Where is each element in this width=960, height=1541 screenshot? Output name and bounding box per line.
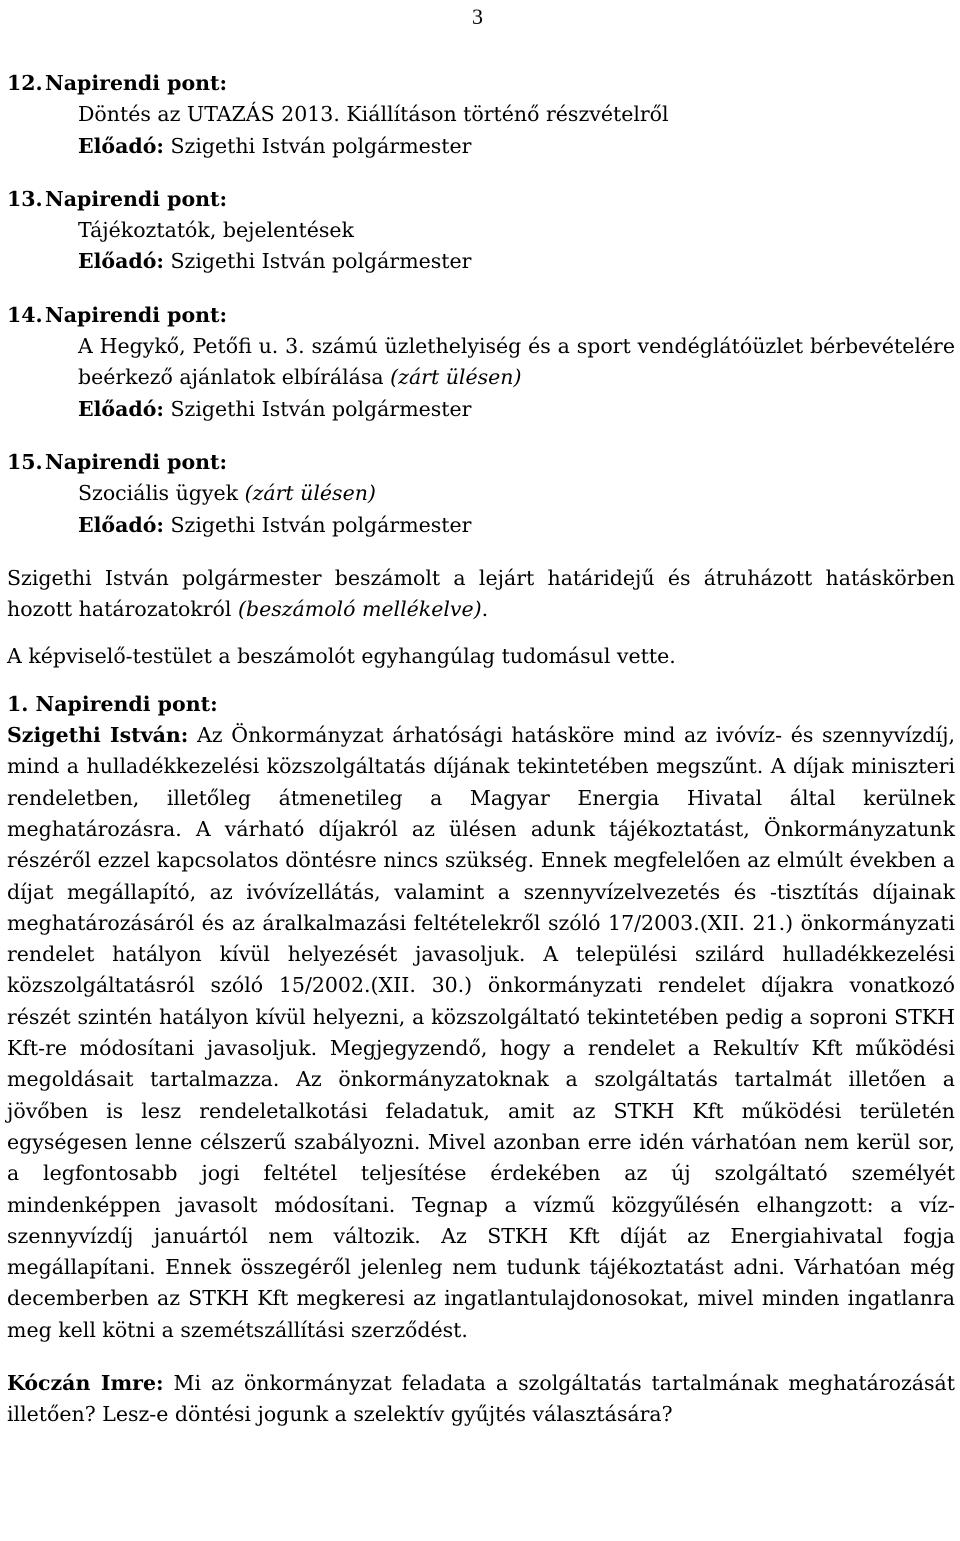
agenda-title-text: A Hegykő, Petőfi u. 3. számú üzlethelyiség és a sport vendéglátóüzlet bérbevételére beérkező ajánlatok elbírálása bbox=[78, 334, 955, 390]
report-note: (beszámoló mellékelve) bbox=[237, 597, 482, 622]
presenter-label: Előadó: bbox=[78, 396, 164, 421]
agenda-number: 14. bbox=[7, 302, 43, 327]
agenda-presenter bbox=[7, 510, 955, 541]
presenter-name: Szigethi István polgármester bbox=[170, 396, 472, 421]
presenter-name: Szigethi István polgármester bbox=[170, 249, 472, 274]
agenda-title-note: (zárt ülésen) bbox=[244, 481, 376, 506]
agenda-label: Napirendi pont: bbox=[45, 71, 228, 95]
speaker-text: Mi az önkormányzat feladata a szolgáltatás tartalmának meghatározását illetően? Lesz-e döntési jogunk a szelektív gyűjtés választására? bbox=[7, 1370, 955, 1427]
speaker-name: Kóczán Imre: bbox=[7, 1370, 164, 1395]
agenda-heading bbox=[7, 184, 955, 215]
presenter-label: Előadó: bbox=[78, 249, 164, 274]
agenda-heading bbox=[7, 68, 955, 99]
item1-heading: 1. Napirendi pont: bbox=[7, 691, 218, 716]
speaker-name: Szigethi István: bbox=[7, 723, 189, 748]
agenda-item-14 bbox=[7, 300, 955, 425]
agenda-presenter bbox=[7, 131, 955, 162]
presenter-label: Előadó: bbox=[78, 512, 164, 537]
agenda-title-text: Szociális ügyek bbox=[78, 481, 239, 506]
agenda-heading bbox=[7, 300, 955, 331]
agenda-number: 12. bbox=[7, 71, 43, 95]
presenter-name: Szigethi István polgármester bbox=[170, 133, 472, 158]
report-paragraph bbox=[7, 563, 955, 626]
agenda-label: Napirendi pont: bbox=[45, 449, 228, 474]
agenda-number: 15. bbox=[7, 449, 43, 474]
presenter-label: Előadó: bbox=[78, 133, 164, 158]
agenda-title: Tájékoztatók, bejelentések bbox=[78, 218, 354, 243]
agenda-presenter bbox=[7, 246, 955, 277]
agenda-number: 13. bbox=[7, 186, 43, 211]
agenda-title: Döntés az UTAZÁS 2013. Kiállításon történő részvételről bbox=[78, 102, 669, 127]
agenda-title-note: (zárt ülésen) bbox=[390, 365, 522, 390]
agenda-presenter bbox=[7, 394, 955, 425]
page-number: 3 bbox=[472, 4, 483, 29]
agenda-heading bbox=[7, 447, 955, 478]
agenda-title bbox=[7, 331, 955, 394]
presenter-name: Szigethi István polgármester bbox=[170, 512, 472, 537]
agenda-item-12 bbox=[7, 68, 955, 162]
agenda-label: Napirendi pont: bbox=[45, 302, 228, 327]
document-body bbox=[7, 68, 955, 1431]
report-note-end: . bbox=[481, 597, 489, 622]
speaker-text: Az Önkormányzat árhatósági hatásköre mind az ivóvíz- és szennyvízdíj, mind a hulladékkezelési közszolgáltatás díjának tekintetében megszűnt. A díjak miniszteri rendeletben, illetőleg átmenetileg a Magyar Energia Hivatal által kerülnek meghatározásra. A várható díjakról az ülésen adunk tájékoztatást, Önkormányzatunk részéről ezzel kapcsolatos döntésre nincs szükség. Ennek megfelelően az elmúlt években a díjat megállapító, az ivóvízellátás, valamint a szennyvízelvezetés és -tisztítás díjainak meghatározásáról és az áralkalmazási feltételekről szóló 17/2003.(XII. 21.) önkormányzati rendelet hatályon kívül helyezését javasoljuk. A települési szilárd hulladékkezelési közszolgáltatásról szóló 15/2002.(XII. 30.) önkormányzati rendelet díjakra vonatkozó részét szintén hatályon kívül helyezni, a közszolgáltató tekintetében pedig a soproni STKH Kft-re módosítani javasoljuk. Megjegyzendő, hogy a rendelet a Rekultív Kft működési megoldásait tartalmazza. Az önkormányzatoknak a szolgáltatás tartalmát illetően a jövőben is lesz rendeletalkotási feladatuk, amit az STKH Kft működési területén egységesen lenne célszerű szabályozni. Mivel azonban erre idén várhatóan nem kerül sor, a legfontosabb jogi feltétel teljesítése érdekében az új szolgáltató személyét mindenképpen javasolt módosítani. Tegnap a vízmű közgyűlésén elhangzott: a víz-szennyvízdíj januártól nem változik. Az STKH Kft díját az Energiahivatal fogja megállapítani. Ennek összegéről jelenleg nem tudunk tájékoztatást adni. Várhatóan még decemberben az STKH Kft megkeresi az ingatlantulajdonosokat, mivel minden ingatlanra meg kell kötni a szemétszállítási szerződést. bbox=[7, 723, 955, 1342]
koczan-paragraph bbox=[7, 1368, 955, 1431]
report-text: Szigethi István polgármester beszámolt a lejárt határidejű és átruházott hatáskörben hozott határozatokról bbox=[7, 565, 955, 622]
item1-paragraph bbox=[7, 720, 955, 1346]
agenda-label: Napirendi pont: bbox=[45, 186, 228, 211]
agenda-item-13 bbox=[7, 184, 955, 278]
agenda-item-15 bbox=[7, 447, 955, 541]
decision-paragraph: A képviselő-testület a beszámolót egyhangúlag tudomásul vette. bbox=[7, 644, 676, 669]
agenda-title bbox=[7, 478, 955, 509]
